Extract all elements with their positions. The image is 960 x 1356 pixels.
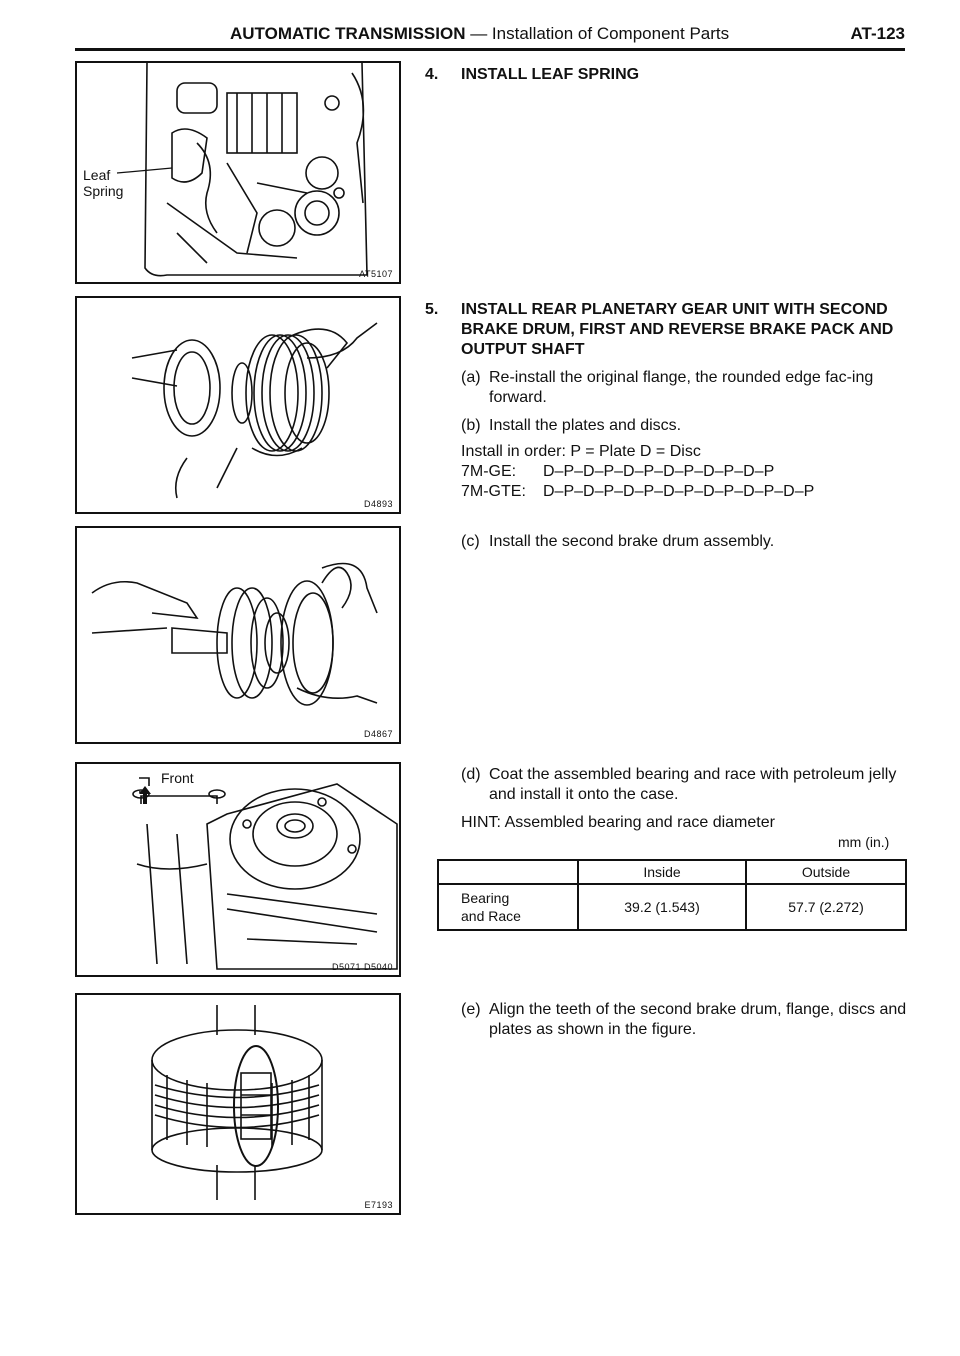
- table-row: [438, 884, 906, 930]
- figure-teeth-alignment: [75, 993, 401, 1215]
- substep-a: (a) Re-install the original flange, the rounded edge fac-ing forward.: [461, 369, 874, 406]
- cell-outside: 57.7 (2.272): [746, 884, 906, 930]
- step-number: 5.: [425, 301, 439, 318]
- figure-leaf-spring: [75, 61, 401, 284]
- bearing-race-table: [437, 859, 907, 931]
- leaf-spring-callout: Leaf Spring: [83, 167, 124, 199]
- substep-d: (d) Coat the assembled bearing and race with petroleum jelly and install it onto the case.: [461, 766, 897, 803]
- step-title: INSTALL LEAF SPRING: [461, 66, 640, 83]
- figure-code: D4867: [363, 729, 393, 739]
- header-inside: Inside: [578, 860, 746, 884]
- leaf-spring-illustration: [77, 63, 399, 282]
- figure-code: AT5107: [359, 269, 393, 279]
- header-outside: Outside: [746, 860, 906, 884]
- figure-code: D4893: [363, 499, 393, 509]
- cell-inside: 39.2 (1.543): [578, 884, 746, 930]
- substep-c-block: [425, 532, 910, 552]
- bearing-race-illustration: [77, 764, 399, 975]
- header-title: AUTOMATIC TRANSMISSION — Installation of Component Parts: [230, 24, 730, 43]
- figure-code: E7193: [364, 1200, 393, 1210]
- page-header: [75, 22, 905, 51]
- unit-label: mm (in.): [838, 834, 890, 850]
- step-5: [425, 300, 910, 502]
- substep-d-block: [425, 765, 910, 833]
- install-order: Install in order: P = Plate D = Disc 7M-GE: D–P–D–P–D–P–D–P–D–P–D–P 7M-GTE: D–P–D–P–D–P–D–P–D–P–D–P–D–P: [461, 442, 910, 502]
- figure-plates-discs: [75, 296, 401, 514]
- front-callout: Front: [161, 770, 194, 786]
- step-4: [425, 65, 910, 85]
- plates-discs-illustration: [77, 298, 399, 512]
- substep-b: (b) Install the plates and discs.: [461, 417, 682, 434]
- substep-e: (e) Align the teeth of the second brake drum, flange, discs and plates as shown in the figure.: [461, 1001, 907, 1038]
- order-row-7m-gte: 7M-GTE: D–P–D–P–D–P–D–P–D–P–D–P–D–P: [461, 483, 815, 500]
- step-title: INSTALL REAR PLANETARY GEAR UNIT WITH SECOND BRAKE DRUM, FIRST AND REVERSE BRAKE PACK AND OUTPUT SHAFT: [461, 301, 894, 358]
- brake-drum-illustration: [77, 528, 399, 742]
- figure-code: D5071 D5040: [331, 962, 393, 972]
- page-number: AT-123: [850, 24, 905, 43]
- row-label: Bearing and Race: [438, 884, 578, 930]
- hint: HINT: Assembled bearing and race diameter: [461, 814, 775, 831]
- order-row-7m-ge: 7M-GE: D–P–D–P–D–P–D–P–D–P–D–P: [461, 463, 775, 480]
- substep-c: (c) Install the second brake drum assembly.: [461, 533, 775, 550]
- table-header-row: [438, 860, 906, 884]
- step-number: 4.: [425, 66, 439, 83]
- figure-bearing-race: [75, 762, 401, 977]
- teeth-alignment-illustration: [77, 995, 399, 1213]
- figure-brake-drum: [75, 526, 401, 744]
- substep-e-block: [425, 1000, 910, 1040]
